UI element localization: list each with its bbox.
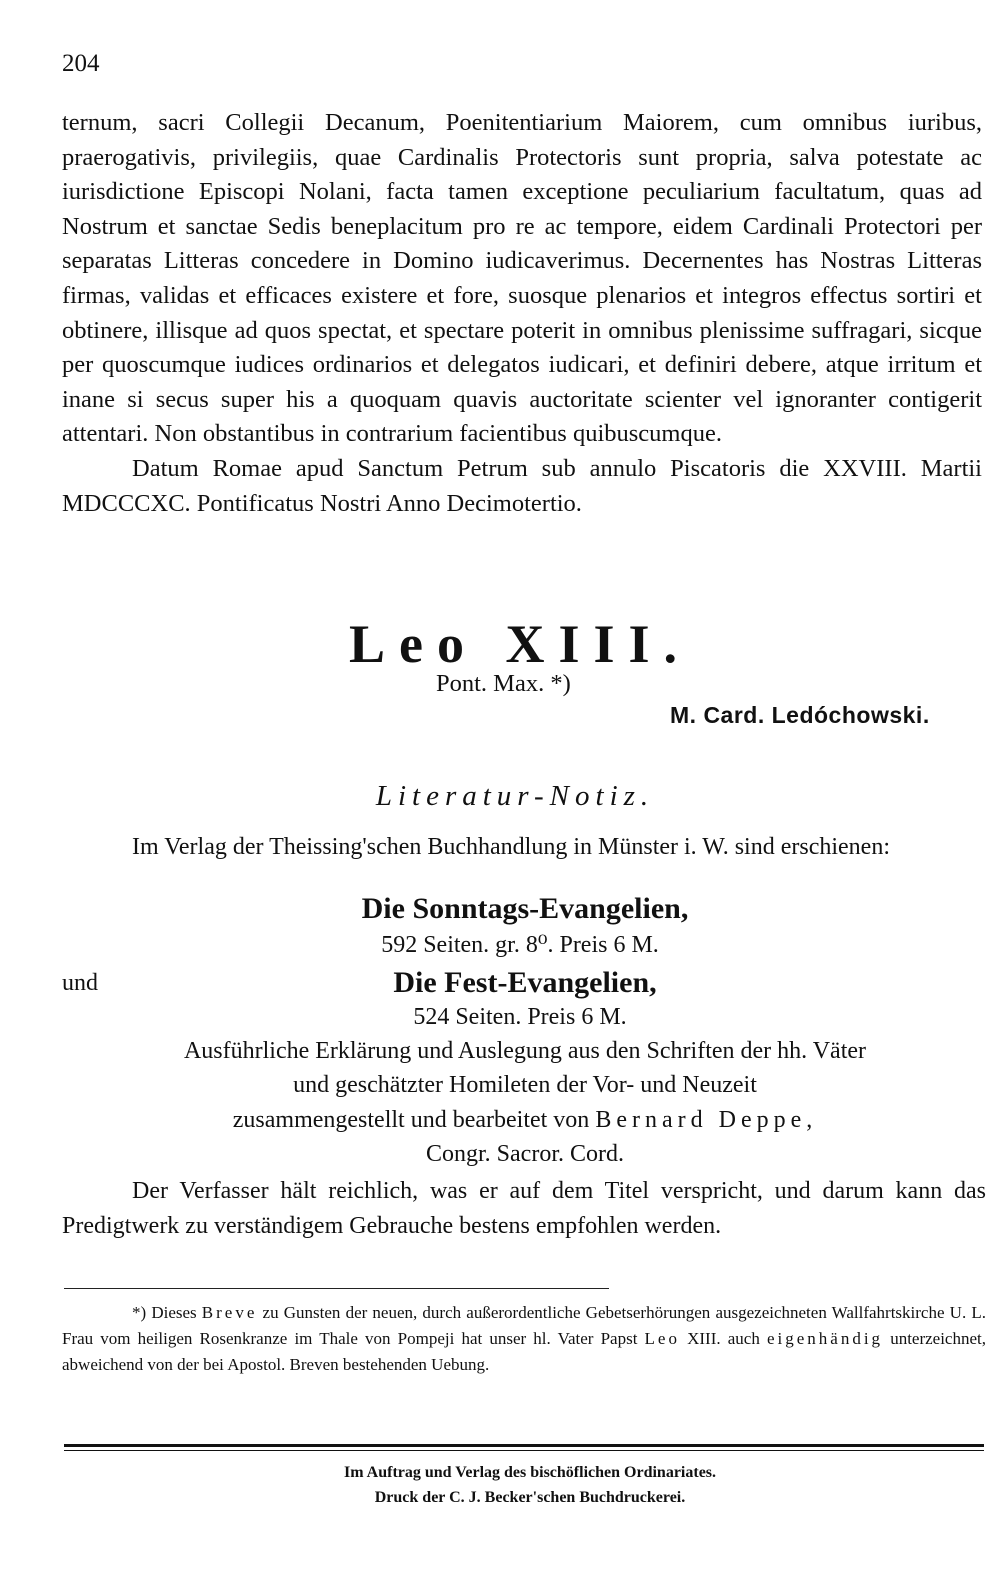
- conjunction-text: und: [62, 970, 98, 996]
- notice-intro: [62, 830, 982, 865]
- papal-signature: Leo XIII.: [348, 614, 692, 674]
- latin-paragraph-dating: Datum Romae apud Sanctum Petrum sub annulo Piscatoris die XXVIII. Martii MDCCCXC. Pontificatus Nostri Anno Decimotertio.: [62, 454, 982, 517]
- description-line-2: und geschätzter Homileten der Vor- und Neuzeit: [293, 1072, 757, 1098]
- footnote-part-7: unterzeichnet, abweichend von der bei Apostol. Breven bestehenden Uebung.: [62, 1329, 986, 1374]
- author-name: Bernard Deppe,: [595, 1107, 818, 1133]
- cardinal-countersignature: M. Card. Ledóchowski.: [670, 702, 930, 728]
- author-affiliation: Congr. Sacror. Cord.: [426, 1141, 624, 1167]
- footnote-breve: Breve: [201, 1303, 258, 1322]
- footnote: [62, 1300, 986, 1378]
- review-paragraph: [62, 1174, 986, 1244]
- imprint-printer: Druck der C. J. Becker'schen Buchdruckerei.: [374, 1489, 686, 1506]
- imprint-divider-thick: [64, 1444, 984, 1447]
- book-2-title: Die Fest-Evangelien,: [393, 966, 657, 999]
- papal-title: Pont. Max. *): [436, 670, 571, 697]
- footnote-eigenhaendig: eigenhändig: [766, 1329, 884, 1348]
- footnote-part-1: *) Dieses: [132, 1303, 197, 1322]
- footnote-part-5: XIII. auch: [687, 1329, 760, 1348]
- book-1-title: Die Sonntags-Evangelien,: [361, 892, 689, 925]
- description-line-3: [0, 1107, 1000, 1134]
- notice-intro-text: Im Verlag der Theissing'schen Buchhandlung in Münster i. W. sind erschienen:: [132, 834, 890, 860]
- book-2-details: 524 Seiten. Preis 6 M.: [413, 1004, 627, 1030]
- footnote-divider: [64, 1288, 609, 1289]
- page-number: 204: [62, 50, 100, 77]
- review-text: Der Verfasser hält reichlich, was er auf dem Titel verspricht, und darum kann das Predigtwerk zu verständigem Gebrauche bestens empfohlen werden.: [62, 1178, 986, 1239]
- imprint-publisher: Im Auftrag und Verlag des bischöflichen Ordinariates.: [343, 1464, 717, 1481]
- latin-paragraph-1: ternum, sacri Collegii Decanum, Poenitentiarium Maiorem, cum omnibus iuribus, praerogativis, privilegiis, quae Cardinalis Protectoris sunt propria, salva potestate ac iurisdictione Episcopi Nolani, facta tamen exceptione peculiarium facultatum, quas ad Nostrum et sanctae Sedis beneplacitum pro re ac tempore, eidem Cardinali Protectori per separatas Litteras concedere in Domino iudicaverimus. Decernentes has Nostras Litteras firmas, validas et efficaces existere et fore, suosque plenarios et integros effectus sortiri et obtinere, illisque ad quos spectat, et spectare poterit in omnibus plenissime suffragari, sicque per quoscumque iudices ordinarios et delegatos iudicari, et definiri debere, atque irritum et inane si secus super his a quoquam quavis auctoritate scienter vel ignoranter contigerit attentari. Non obstantibus in contrarium facientibus quibuscumque.: [62, 109, 982, 448]
- footnote-leo: Leo: [644, 1329, 680, 1348]
- book-1-details: 592 Seiten. gr. 8⁰. Preis 6 M.: [381, 932, 659, 958]
- latin-text-block: [62, 106, 982, 521]
- footnote-part-3: zu Gunsten der neuen, durch außerordentliche Gebetserhörungen ausgezeichneten Wallfahrtskirche U. L. Frau vom heiligen Rosenkranze im Thale von Pompeji hat unser hl. Vater Papst: [62, 1303, 986, 1348]
- description-line-1: Ausführliche Erklärung und Auslegung aus den Schriften der hh. Väter: [183, 1038, 867, 1064]
- literature-notice-heading: Literatur-Notiz.: [375, 780, 655, 812]
- imprint-divider-thin: [64, 1450, 984, 1451]
- description-compiled-by: zusammengestellt und bearbeitet von: [232, 1107, 590, 1133]
- footnote-text: [62, 1300, 986, 1378]
